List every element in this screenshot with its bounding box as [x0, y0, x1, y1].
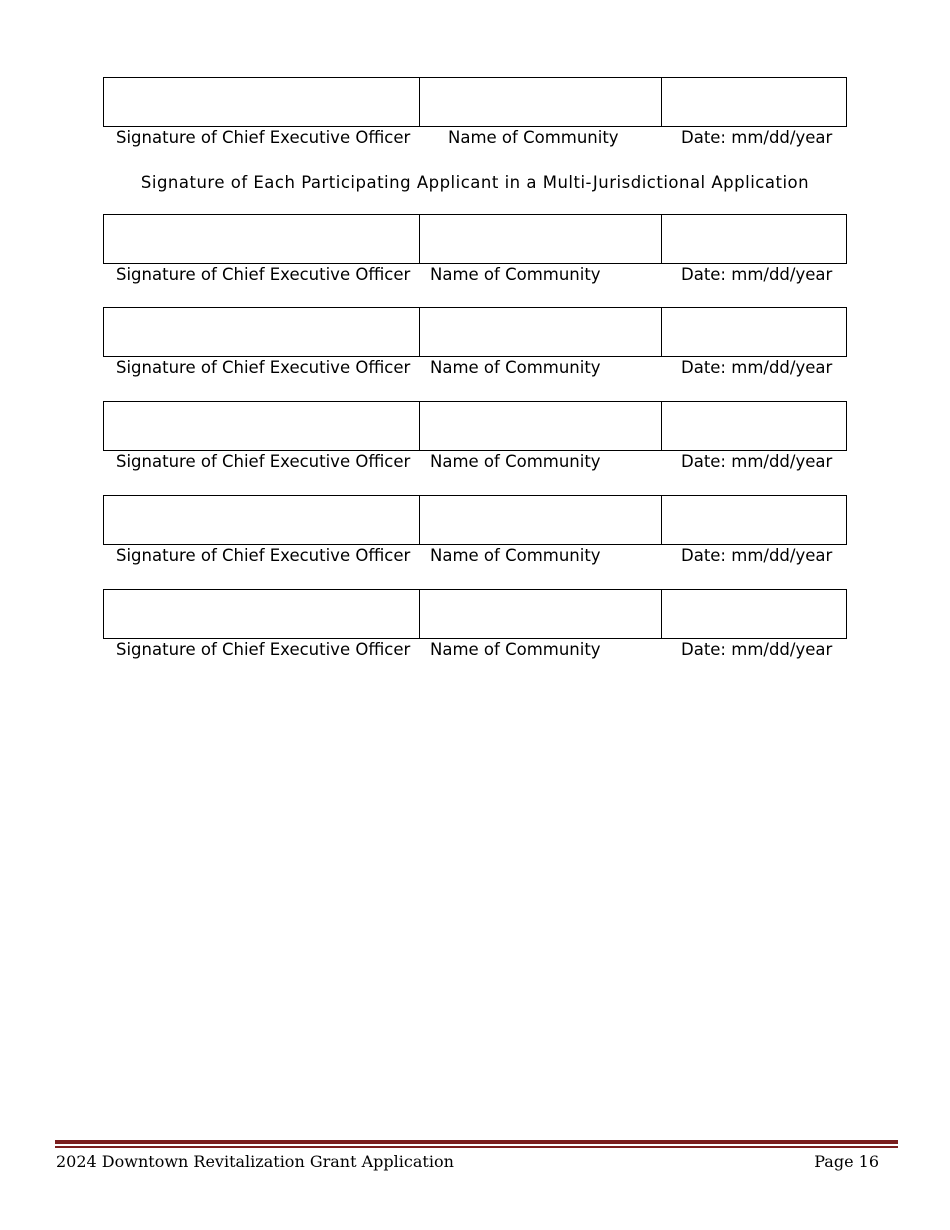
community-name-field[interactable]	[420, 402, 662, 450]
multi-jurisdictional-heading: Signature of Each Participating Applicant in a Multi-Jurisdictional Application	[140, 173, 810, 192]
community-name-label: Name of Community	[430, 265, 601, 284]
footer-rule-thick	[55, 1140, 898, 1144]
date-field[interactable]	[662, 215, 846, 263]
date-field[interactable]	[662, 402, 846, 450]
signature-label: Signature of Chief Executive Officer	[116, 452, 411, 471]
signature-row-boxes	[103, 77, 847, 127]
community-name-label: Name of Community	[430, 452, 601, 471]
signature-field[interactable]	[104, 402, 420, 450]
date-label: Date: mm/dd/year	[681, 128, 833, 147]
date-label: Date: mm/dd/year	[681, 358, 833, 377]
signature-block-ceo-primary	[103, 77, 847, 149]
date-field[interactable]	[662, 78, 846, 126]
signature-field[interactable]	[104, 308, 420, 356]
signature-row-boxes	[103, 307, 847, 357]
signature-row-boxes	[103, 401, 847, 451]
signature-field[interactable]	[104, 215, 420, 263]
community-name-field[interactable]	[420, 590, 662, 638]
signature-label: Signature of Chief Executive Officer	[116, 358, 411, 377]
signature-row-boxes	[103, 589, 847, 639]
date-label: Date: mm/dd/year	[681, 452, 833, 471]
footer-rule-thin	[55, 1146, 898, 1148]
footer-page-number: Page 16	[814, 1152, 879, 1171]
community-name-label: Name of Community	[430, 546, 601, 565]
signature-row-boxes	[103, 214, 847, 264]
community-name-field[interactable]	[420, 215, 662, 263]
signature-label: Signature of Chief Executive Officer	[116, 265, 411, 284]
community-name-field[interactable]	[420, 78, 662, 126]
footer-document-title: 2024 Downtown Revitalization Grant Application	[56, 1152, 454, 1171]
signature-row-labels	[103, 127, 847, 149]
signature-field[interactable]	[104, 590, 420, 638]
signature-block-participant-4	[103, 495, 847, 567]
signature-block-participant-5	[103, 589, 847, 661]
signature-row-labels	[103, 545, 847, 567]
date-label: Date: mm/dd/year	[681, 546, 833, 565]
date-field[interactable]	[662, 308, 846, 356]
community-name-field[interactable]	[420, 496, 662, 544]
signature-label: Signature of Chief Executive Officer	[116, 546, 411, 565]
community-name-label: Name of Community	[430, 640, 601, 659]
signature-label: Signature of Chief Executive Officer	[116, 640, 411, 659]
signature-field[interactable]	[104, 78, 420, 126]
signature-row-labels	[103, 264, 847, 286]
date-label: Date: mm/dd/year	[681, 265, 833, 284]
community-name-field[interactable]	[420, 308, 662, 356]
signature-row-labels	[103, 639, 847, 661]
signature-label: Signature of Chief Executive Officer	[116, 128, 411, 147]
community-name-label: Name of Community	[430, 358, 601, 377]
signature-block-participant-1	[103, 214, 847, 286]
signature-row-labels	[103, 357, 847, 379]
date-field[interactable]	[662, 496, 846, 544]
community-name-label: Name of Community	[448, 128, 619, 147]
signature-field[interactable]	[104, 496, 420, 544]
signature-row-boxes	[103, 495, 847, 545]
signature-block-participant-2	[103, 307, 847, 379]
signature-row-labels	[103, 451, 847, 473]
date-label: Date: mm/dd/year	[681, 640, 833, 659]
signature-block-participant-3	[103, 401, 847, 473]
date-field[interactable]	[662, 590, 846, 638]
